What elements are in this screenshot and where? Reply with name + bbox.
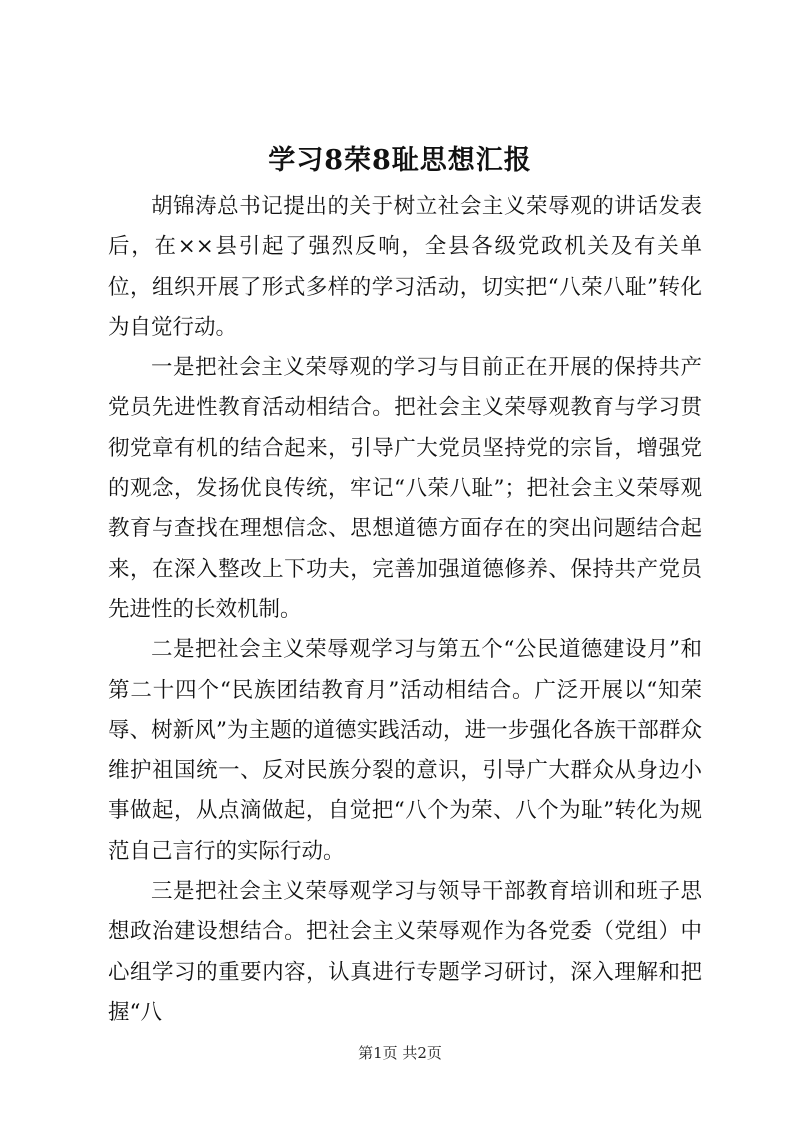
paragraph-point-three: 三是把社会主义荣辱观学习与领导干部教育培训和班子思想政治建设想结合。把社会主义荣辱观作为各党委（党组）中心组学习的重要内容，认真进行专题学习研讨，深入理解和把握“八 [108,879,702,1025]
document-title: 学习8荣8耻思想汇报 [268,145,532,176]
page-number-footer: 第1页 共2页 [358,1044,442,1062]
paragraph-point-two: 二是把社会主义荣辱观学习与第五个“公民道德建设月”和第二十四个“民族团结教育月”活动相结合。广泛开展以“知荣辱、树新风”为主题的道德实践活动，进一步强化各族干部群众维护祖国统一、反对民族分裂的意识，引导广大群众从身边小事做起，从点滴做起，自觉把“八个为荣、八个为耻”转化为规范自己言行的实际行动。 [108,637,702,864]
paragraph-intro: 胡锦涛总书记提出的关于树立社会主义荣辱观的讲话发表后，在××县引起了强烈反响，全县各级党政机关及有关单位，组织开展了形式多样的学习活动，切实把“八荣八耻”转化为自觉行动。 [108,194,702,340]
paragraph-point-one: 一是把社会主义荣辱观的学习与目前正在开展的保持共产党员先进性教育活动相结合。把社会主义荣辱观教育与学习贯彻党章有机的结合起来，引导广大党员坚持党的宗旨，增强党的观念，发扬优良传统，牢记“八荣八耻”；把社会主义荣辱观教育与查找在理想信念、思想道德方面存在的突出问题结合起来，在深入整改上下功夫，完善加强道德修养、保持共产党员先进性的长效机制。 [108,355,702,622]
document-body [108,187,702,1033]
